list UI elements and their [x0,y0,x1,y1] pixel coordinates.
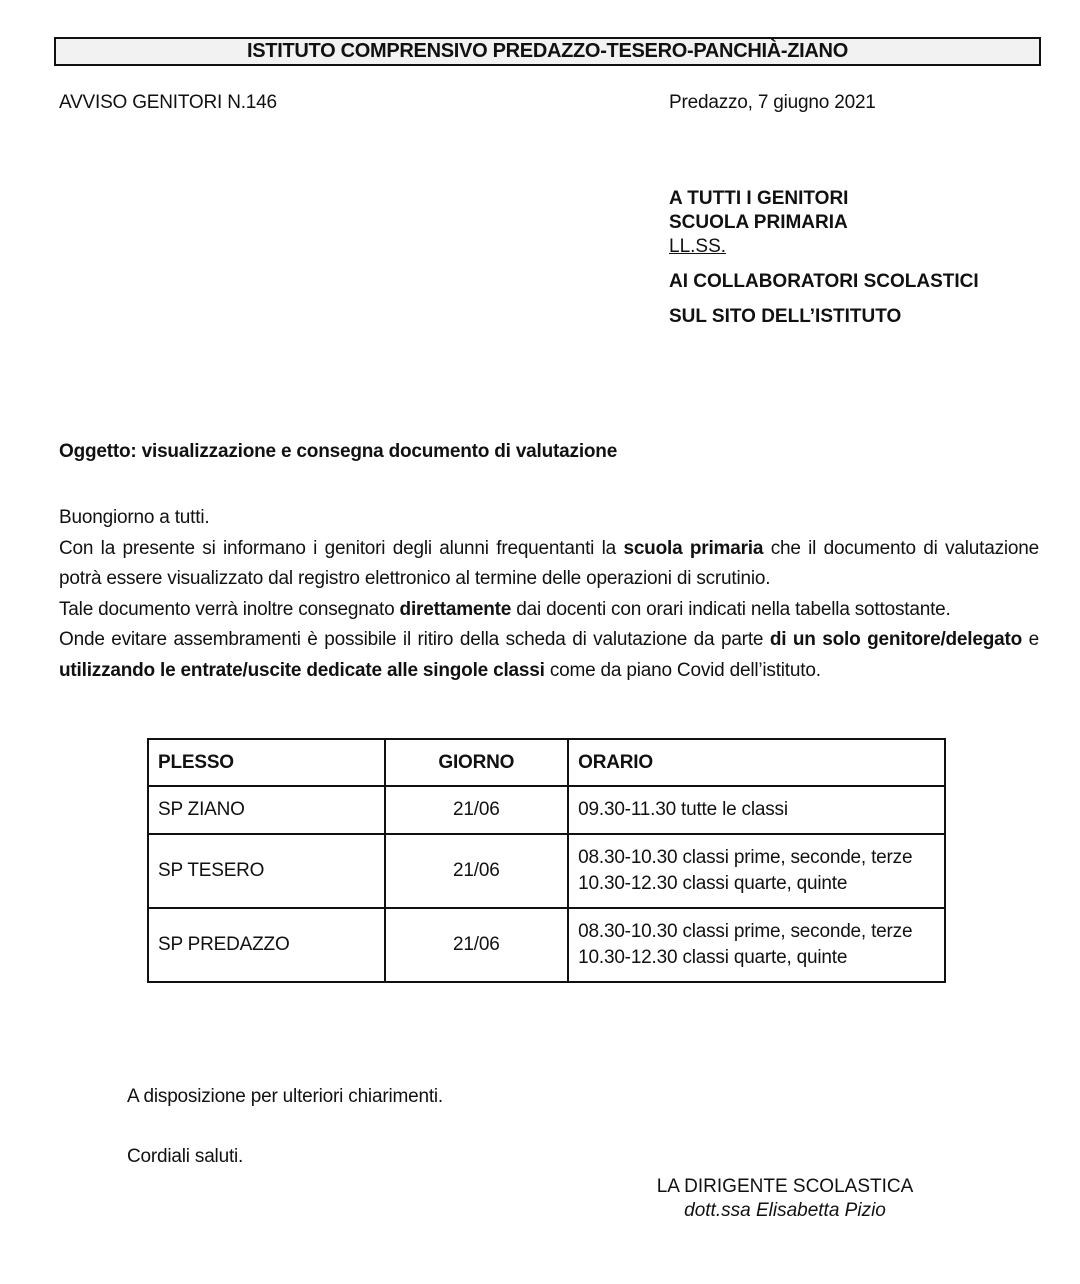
subject-line: Oggetto: visualizzazione e consegna documento di valutazione [59,441,618,462]
signature-name: dott.ssa Elisabetta Pizio [684,1200,886,1221]
notice-number: AVVISO GENITORI N.146 [59,92,277,113]
closing-availability: A disposizione per ulteriori chiarimenti. [127,1086,444,1107]
header-plesso: PLESSO [148,739,385,786]
greeting: Buongiorno a tutti. [59,507,210,528]
p1-emphasis: scuola primaria [623,537,764,559]
recipient-website: SUL SITO DELL’ISTITUTO [669,306,902,327]
p3-text-end: come da piano Covid dell’istituto. [544,659,821,681]
cell-giorno: 21/06 [385,786,569,834]
cell-orario [568,908,945,982]
p2-text: Tale documento verrà inoltre consegnato [59,598,400,620]
cell-giorno: 21/06 [385,834,569,908]
table-header-row [148,739,945,786]
institution-header [54,37,1041,66]
schedule-table [147,738,946,983]
p2-text-end: dai docenti con orari indicati nella tabella sottostante. [511,598,951,620]
orario-line: 10.30-12.30 classi quarte, quinte [578,873,848,894]
p1-text: Con la presente si informano i genitori degli alunni frequentanti la [59,537,624,559]
p3-emphasis-1: di un solo genitore/delegato [769,629,1023,650]
header-orario: ORARIO [568,739,945,786]
recipient-parents: A TUTTI I GENITORI [669,188,849,209]
table-row [148,786,945,834]
orario-line: 10.30-12.30 classi quarte, quinte [578,947,848,968]
recipient-primary-school: SCUOLA PRIMARIA [669,212,848,233]
orario-line: 09.30-11.30 tutte le classi [578,799,788,820]
cell-plesso: SP PREDAZZO [148,908,385,982]
p3-text-mid: e [1022,629,1039,650]
table-row [148,908,945,982]
paragraph-1 [59,534,1039,595]
cell-giorno: 21/06 [385,908,569,982]
institution-name: ISTITUTO COMPRENSIVO PREDAZZO-TESERO-PANCHIÀ-ZIANO [247,40,848,62]
p3-text: Onde evitare assembramenti è possibile il ritiro della scheda di valutazione da parte [59,629,770,650]
p1-text-end: che il documento di valutazione potrà essere visualizzato dal registro elettronico al termine delle operazioni di scrutinio. [59,537,1040,589]
closing-greetings: Cordiali saluti. [127,1146,244,1167]
cell-plesso: SP ZIANO [148,786,385,834]
signature-role: LA DIRIGENTE SCOLASTICA [656,1176,914,1197]
recipients-block [669,187,979,329]
paragraph-2 [59,595,1039,626]
p2-emphasis: direttamente [399,598,512,620]
recipient-llss: LL.SS. [669,236,727,257]
cell-orario [568,834,945,908]
orario-line: 08.30-10.30 classi prime, seconde, terze [578,921,913,942]
orario-line: 08.30-10.30 classi prime, seconde, terze [578,847,913,868]
paragraph-3 [59,625,1039,686]
place-date: Predazzo, 7 giugno 2021 [669,92,876,113]
recipient-collaborators: AI COLLABORATORI SCOLASTICI [669,271,979,292]
header-giorno: GIORNO [385,739,569,786]
cell-orario [568,786,945,834]
body-text [59,503,1039,686]
signature-block [640,1174,930,1223]
table-row [148,834,945,908]
p3-emphasis-2: utilizzando le entrate/uscite dedicate alle singole classi [59,659,545,681]
cell-plesso: SP TESERO [148,834,385,908]
